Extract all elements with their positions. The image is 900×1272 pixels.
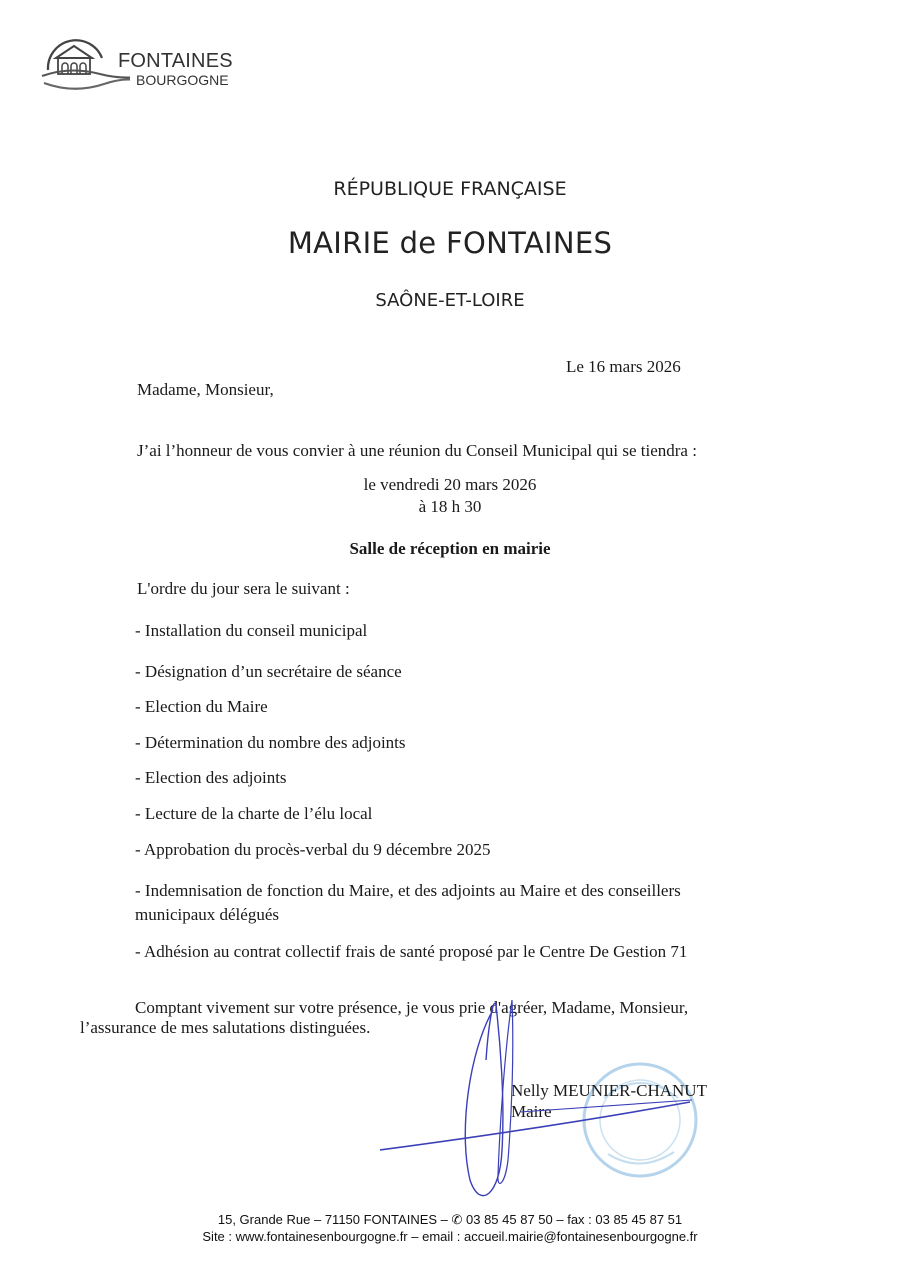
meeting-time: à 18 h 30	[418, 497, 482, 516]
meeting-day: le vendredi 20 mars 2026	[363, 475, 537, 494]
meeting-location: Salle de réception en mairie	[349, 539, 551, 558]
agenda-item-continuation: municipaux délégués	[135, 905, 279, 924]
agenda-item: - Election du Maire	[135, 697, 268, 716]
republic-heading: RÉPUBLIQUE FRANÇAISE	[333, 178, 567, 200]
agenda-item: - Installation du conseil municipal	[135, 621, 368, 640]
municipality-logo	[40, 36, 260, 100]
agenda-item: - Indemnisation de fonction du Maire, et des adjoints au Maire et des conseillers	[135, 881, 681, 900]
agenda-item: - Election des adjoints	[135, 768, 287, 787]
department-heading: SAÔNE-ET-LOIRE	[375, 290, 525, 311]
signatory-name: Nelly MEUNIER-CHANUT	[511, 1081, 707, 1100]
agenda-intro: L'ordre du jour sera le suivant :	[137, 579, 350, 598]
town-hall-logo-icon	[40, 36, 130, 100]
agenda-item: - Lecture de la charte de l’élu local	[135, 804, 373, 823]
agenda-item: - Désignation d’un secrétaire de séance	[135, 662, 402, 681]
footer-web: Site : www.fontainesenbourgogne.fr – email : accueil.mairie@fontainesenbourgogne.fr	[202, 1229, 698, 1244]
closing-line-1: Comptant vivement sur votre présence, je vous prie d'agréer, Madame, Monsieur,	[135, 998, 689, 1017]
intro-text: J’ai l’honneur de vous convier à une réunion du Conseil Municipal qui se tiendra :	[137, 441, 697, 460]
closing-line-2: l’assurance de mes salutations distinguées.	[80, 1018, 371, 1037]
agenda-item: - Détermination du nombre des adjoints	[135, 733, 406, 752]
agenda-item: - Approbation du procès-verbal du 9 décembre 2025	[135, 840, 491, 859]
footer-address: 15, Grande Rue – 71150 FONTAINES – ✆ 03 85 45 87 50 – fax : 03 85 45 87 51	[217, 1212, 683, 1227]
agenda-item: - Adhésion au contrat collectif frais de santé proposé par le Centre De Gestion 71	[135, 942, 688, 961]
salutation: Madame, Monsieur,	[137, 380, 274, 399]
logo-region: BOURGOGNE	[136, 72, 229, 88]
signatory-title: Maire	[511, 1102, 552, 1121]
logo-name: FONTAINES	[118, 50, 233, 72]
letter-date: Le 16 mars 2026	[566, 357, 681, 376]
official-seal-stamp-icon	[578, 1058, 702, 1182]
mairie-heading: MAIRIE de FONTAINES	[287, 226, 613, 260]
